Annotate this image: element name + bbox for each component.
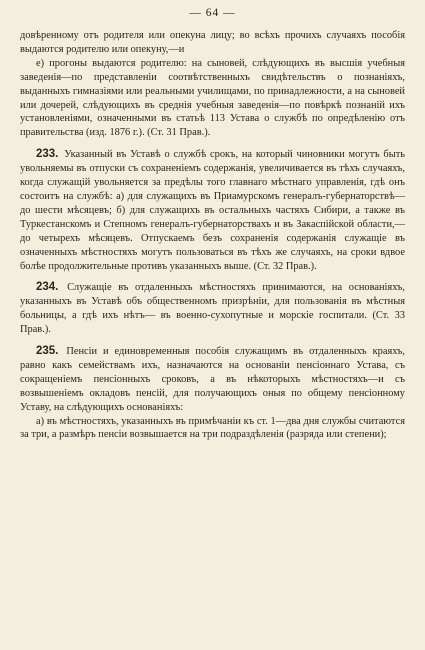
paragraph-text: Пенсіи и единовременныя пособія служащимъ въ отдаленныхъ краяхъ, равно какъ семействамъ ихъ, назначаются на основаніи пенсіоннаго Устава, съ сокращеніемъ пенсіонныхъ сроковъ, а въ нѣкоторыхъ мѣстностяхъ—и съ возвышеніемъ окладовъ пенсій, для получающихъ оныя по общему пенсіонному Уставу, на слѣдующихъ основаніяхъ:	[20, 346, 405, 413]
article-number: 233.	[36, 148, 59, 161]
page-body	[20, 29, 405, 442]
paragraph-text: Служащіе въ отдаленныхъ мѣстностяхъ принимаются, на основаніяхъ, указанныхъ въ Уставѣ объ общественномъ призрѣніи, для пользованія въ мѣстныя больницы, а гдѣ ихъ нѣтъ— въ военно-сухопутные и морскіе госпитали. (Ст. 33 Прав.).	[20, 282, 405, 336]
paragraph-text: а) въ мѣстностяхъ, указанныхъ въ примѣчаніи къ ст. 1—два дня службы считаются за три, а размѣръ пенсіи возвышается на три подраздѣленія (разряда или степени);	[20, 415, 405, 441]
article-paragraph	[20, 281, 405, 337]
paragraph	[20, 57, 405, 140]
article-paragraph	[20, 148, 405, 273]
paragraph	[20, 415, 405, 443]
page-number: — 64 —	[189, 7, 236, 19]
paragraph-text: Указанный въ Уставѣ о службѣ срокъ, на который чиновники могутъ быть увольняемы въ отпуски съ сохраненіемъ содержанія, увеличивается въ тѣхъ случаяхъ, когда служащій увольняется за предѣлы того главнаго мѣстнаго управленія, гдѣ онъ состоитъ на службѣ: а) для служащихъ въ Приамурскомъ генералъ-губернаторствѣ—до шести мѣсяцевъ; б) для служащихъ въ остальныхъ частяхъ Сибири, а также въ Туркестанскомъ и Степномъ генералъ-губернаторствахъ и въ Закаспійской области,—до четырехъ мѣсяцевъ. Отпускаемъ безъ сохраненія содержанія служащіе въ означенныхъ мѣстностяхъ могутъ пользоваться въ тѣхъ же случаяхъ, на сроки вдвое болѣе продолжительные противъ указанныхъ выше. (Ст. 32 Прав.).	[20, 149, 405, 272]
article-paragraph	[20, 345, 405, 415]
paragraph-text: довѣренному отъ родителя или опекуна лицу; во всѣхъ прочихъ случаяхъ пособія выдаются родителю или опекуну,—и	[20, 30, 405, 55]
paragraph-text: е) прогоны выдаются родителю: на сыновей, слѣдующихъ въ высшія учебныя заведенія—по представленіи соотвѣтственныхъ свидѣтельствъ о познаніяхъ, выданныхъ гимназіями или реальными училищами, по принадлежности, а на сыновей или дочерей, слѣдующихъ въ среднія учебныя заведенія—по повѣркѣ познаній ихъ установленіями, означенными въ статьѣ 113 Устава о службѣ по опредѣленію отъ правительства (изд. 1876 г.). (Ст. 31 Прав.).	[20, 57, 405, 139]
article-number: 234.	[36, 281, 59, 294]
paragraph	[20, 29, 405, 57]
article-number: 235.	[36, 345, 59, 358]
